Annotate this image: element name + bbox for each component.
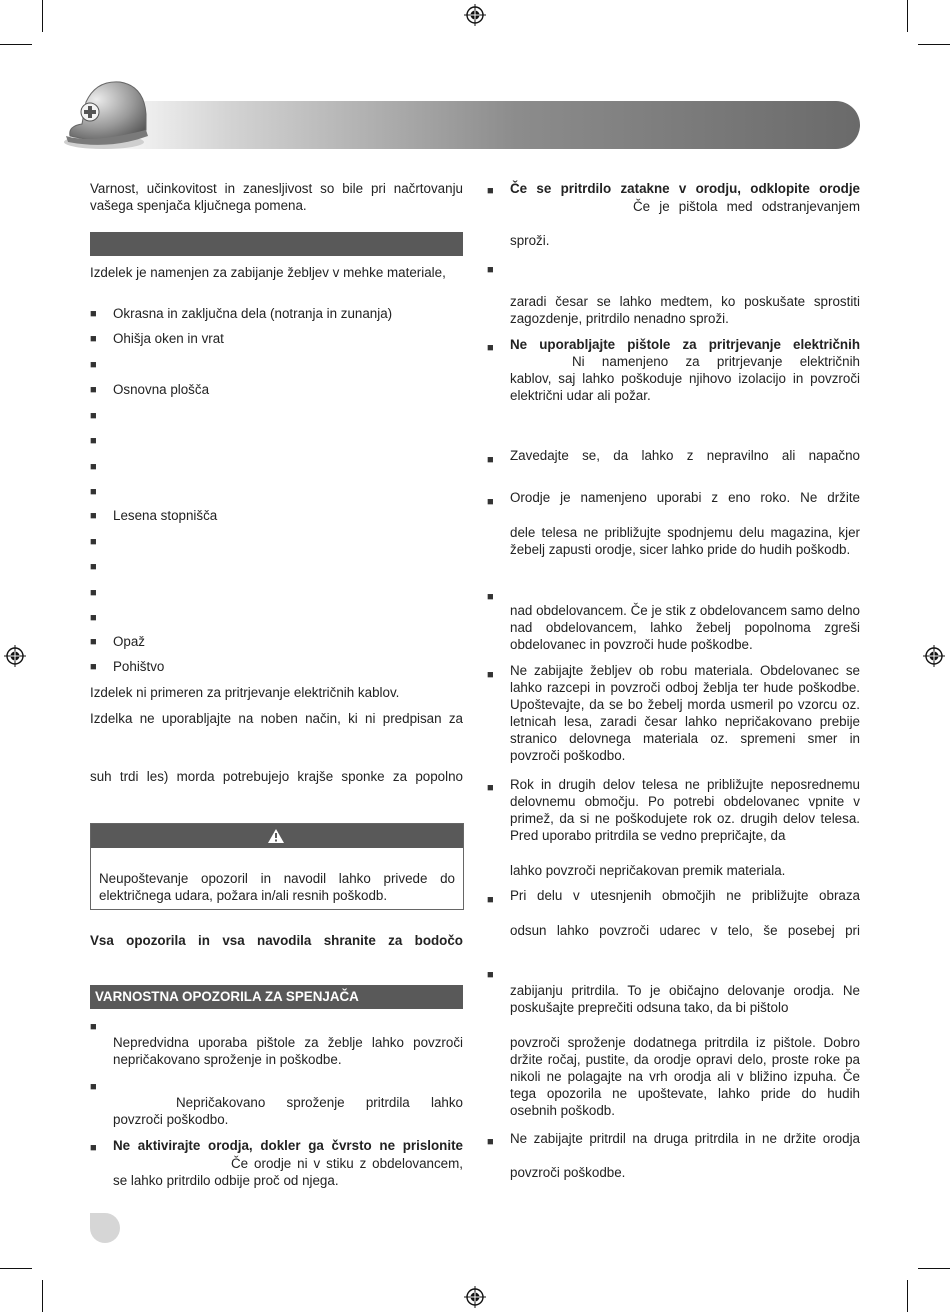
crop-mark bbox=[918, 44, 950, 45]
bullet: ■ bbox=[90, 587, 97, 599]
application-list-item: Opaž bbox=[113, 634, 146, 649]
bullet: ■ bbox=[90, 333, 97, 345]
crop-mark bbox=[42, 1280, 43, 1312]
bullet: ■ bbox=[90, 435, 97, 447]
section-bar-purpose bbox=[90, 232, 463, 256]
registration-mark-icon bbox=[923, 645, 945, 667]
right-item-11b: povzroči poškodbe. bbox=[510, 1165, 626, 1180]
bullet: ■ bbox=[487, 342, 494, 354]
warning-item-3a: Če orodje ni v stiku z obdelovancem, bbox=[231, 1156, 463, 1171]
bullet: ■ bbox=[90, 636, 97, 648]
warning-box bbox=[90, 823, 464, 910]
right-item-3b: kablov, saj lahko poškoduje njihovo izolacijo in povzroči električni udar ali požar. bbox=[510, 371, 860, 403]
bullet: ■ bbox=[487, 454, 494, 466]
bullet: ■ bbox=[90, 536, 97, 548]
right-item-3-bold: Ne uporabljajte pištole za pritrjevanje električnih bbox=[510, 337, 860, 352]
warning-item-2a: Nepričakovano sproženje pritrdila lahko bbox=[176, 1095, 463, 1110]
purpose-text: Izdelek je namenjen za zabijanje žebljev v mehke materiale, bbox=[90, 265, 446, 280]
header-banner bbox=[96, 101, 860, 149]
crop-mark bbox=[0, 44, 32, 45]
bullet: ■ bbox=[90, 1081, 97, 1093]
bullet: ■ bbox=[90, 486, 97, 498]
application-list-item: Pohištvo bbox=[113, 659, 165, 674]
registration-mark-icon bbox=[464, 1286, 486, 1308]
bullet: ■ bbox=[487, 894, 494, 906]
hard-wood-text: suh trdi les) morda potrebujejo krajše sponke za popolno bbox=[90, 769, 463, 784]
not-suitable-text: Izdelek ni primeren za pritrjevanje električnih kablov. bbox=[90, 685, 400, 700]
bullet: ■ bbox=[90, 510, 97, 522]
crop-mark bbox=[907, 0, 908, 32]
crop-mark bbox=[42, 0, 43, 32]
bullet: ■ bbox=[487, 669, 494, 681]
bullet: ■ bbox=[90, 612, 97, 624]
section-title: VARNOSTNA OPOZORILA ZA SPENJAČA bbox=[95, 989, 359, 1004]
right-item-8b: lahko povzroči nepričakovan premik materiala. bbox=[510, 863, 786, 878]
right-item-1-bold: Če se pritrdilo zatakne v orodju, odklopite orodje bbox=[510, 181, 860, 196]
crop-mark bbox=[907, 1280, 908, 1312]
right-item-2: zaradi česar se lahko medtem, ko poskušate sprostiti zagozdenje, pritrdilo nenadno sproži. bbox=[510, 294, 860, 326]
warning-item-2b: povzroči poškodbo. bbox=[113, 1112, 229, 1127]
keep-instructions-text: Vsa opozorila in vsa navodila shranite za bodočo bbox=[90, 933, 463, 948]
application-list-item: Okrasna in zaključna dela (notranja in zunanja) bbox=[113, 306, 393, 321]
warning-text: Neupoštevanje opozoril in navodil lahko privede do električnega udara, požara in/ali resnih poškodb. bbox=[99, 871, 455, 903]
bullet: ■ bbox=[90, 561, 97, 573]
safety-helmet-icon bbox=[60, 74, 156, 152]
do-not-use-text: Izdelka ne uporabljajte na noben način, ki ni predpisan za bbox=[90, 711, 463, 726]
right-item-8: Rok in drugih delov telesa ne približujte neposrednemu delovnemu območju. Po potrebi obdelovanec vpnite v primež, da si ne poškodujete rok oz. drugih delov telesa. Pred uporabo pritrdila se vedno prepričajte, da bbox=[510, 777, 860, 843]
right-item-5b: dele telesa ne približujte spodnjemu delu magazina, kjer žebelj zapusti orodje, sicer lahko pride do hudih poškodb. bbox=[510, 525, 860, 557]
registration-mark-icon bbox=[464, 4, 486, 26]
right-item-10: zabijanju pritrdila. To je običajno delovanje orodja. Ne poskušajte preprečiti odsuna tako, da bi pištolo bbox=[510, 983, 860, 1015]
warning-item-3b: se lahko pritrdilo odbije proč od njega. bbox=[113, 1173, 339, 1188]
right-item-7: Ne zabijajte žebljev ob robu materiala. Obdelovanec se lahko razcepi in povzroči odboj žeblja ter hude poškodbe. Upoštevajte, da se bo žebelj morda usmeril po vzorcu oz. letnicah lesa, zaradi česar lahko nepričakovano prebije stranico delovnega materiala oz. spremeni smer in povzroči poškodbo. bbox=[510, 663, 860, 763]
registration-mark-icon bbox=[4, 645, 26, 667]
intro-text: Varnost, učinkovitost in zanesljivost so bile pri načrtovanju vašega spenjača ključnega pomena. bbox=[90, 181, 463, 213]
right-item-3a: Ni namenjeno za pritrjevanje električnih bbox=[572, 354, 860, 369]
right-item-9: Pri delu v utesnjenih območjih ne približujte obraza bbox=[510, 888, 860, 903]
bullet: ■ bbox=[487, 782, 494, 794]
right-item-6: nad obdelovancem. Če je stik z obdelovancem samo delno nad obdelovancem, lahko žebelj popolnoma zgreši obdelovanec in povzroči hude poškodbe. bbox=[510, 603, 860, 652]
bullet: ■ bbox=[487, 969, 494, 981]
right-item-9b: odsun lahko povzroči udarec v telo, še posebej pri bbox=[510, 923, 860, 938]
bullet: ■ bbox=[487, 185, 494, 197]
application-list-item: Ohišja oken in vrat bbox=[113, 331, 224, 346]
right-item-10b: povzroči sproženje dodatnega pritrdila iz pištole. Dobro držite ročaj, pustite, da orodje opravi delo, proste roke pa nikoli ne polagajte na vrh orodja ali v bližino izpuha. Če tega opozorila ne upoštevate, lahko pride do hudih osebnih poškodb. bbox=[510, 1035, 860, 1118]
section-bar-safety bbox=[90, 985, 463, 1009]
bullet: ■ bbox=[90, 661, 97, 673]
bullet: ■ bbox=[90, 461, 97, 473]
bullet: ■ bbox=[90, 1142, 97, 1154]
crop-mark bbox=[918, 1268, 950, 1269]
crop-mark bbox=[0, 1268, 32, 1269]
warning-item-1: Nepredvidna uporaba pištole za žeblje lahko povzroči nepričakovano sproženje in poškodbe. bbox=[113, 1035, 463, 1067]
right-item-5: Orodje je namenjeno uporabi z eno roko. Ne držite bbox=[510, 490, 860, 505]
bullet: ■ bbox=[90, 359, 97, 371]
right-item-4: Zavedajte se, da lahko z nepravilno ali napačno bbox=[510, 448, 860, 463]
bullet: ■ bbox=[90, 308, 97, 320]
right-item-1a: Če je pištola med odstranjevanjem bbox=[633, 199, 860, 214]
bullet: ■ bbox=[487, 264, 494, 276]
warning-item-3-bold: Ne aktivirajte orodja, dokler ga čvrsto ne prislonite bbox=[113, 1138, 463, 1153]
page-number-tab bbox=[90, 1213, 120, 1243]
bullet: ■ bbox=[487, 1136, 494, 1148]
application-list-item: Osnovna plošča bbox=[113, 382, 210, 397]
bullet: ■ bbox=[90, 410, 97, 422]
application-list-item: Lesena stopnišča bbox=[113, 508, 218, 523]
right-item-1b: sproži. bbox=[510, 233, 550, 248]
bullet: ■ bbox=[487, 496, 494, 508]
bullet: ■ bbox=[487, 591, 494, 603]
bullet: ■ bbox=[90, 1021, 97, 1033]
warning-triangle-icon bbox=[268, 829, 284, 843]
right-item-11: Ne zabijajte pritrdil na druga pritrdila in ne držite orodja bbox=[510, 1131, 860, 1146]
bullet: ■ bbox=[90, 384, 97, 396]
